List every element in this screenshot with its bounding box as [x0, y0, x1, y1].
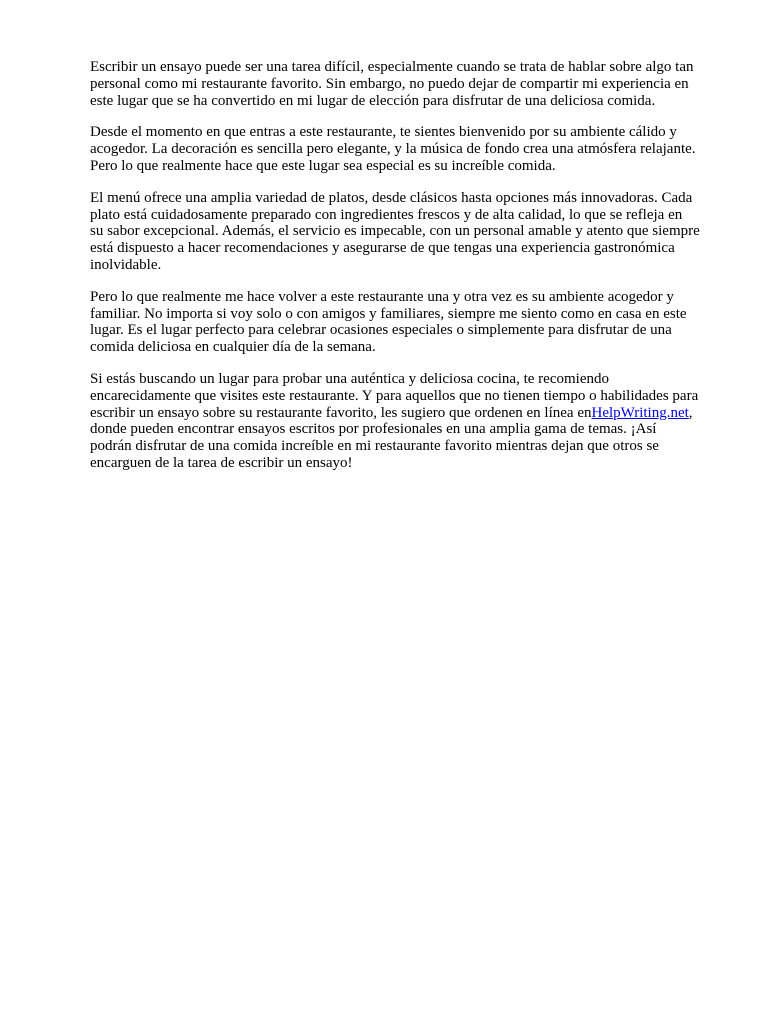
link-trailing-text: ,	[688, 404, 693, 421]
text-line: inolvidable.	[90, 256, 162, 273]
text-line: Si estás buscando un lugar para probar una auténtica y deliciosa cocina, te recomiendo	[90, 370, 609, 387]
text-line: su sabor excepcional. Además, el servicio es impecable, con un personal amable y atento que siempre	[90, 223, 700, 240]
text-line: lugar. Es el lugar perfecto para celebrar ocasiones especiales o simplemente para disfrutar de una	[90, 322, 672, 339]
text-line: encarecidamente que visites este restaurante. Y para aquellos que no tienen tiempo o habilidades para	[90, 387, 699, 404]
paragraph-intro	[90, 59, 730, 109]
link-preceding-text: escribir un ensayo sobre su restaurante favorito, les sugiero que ordenen en línea en	[90, 404, 592, 421]
text-line: plato está cuidadosamente preparado con ingredientes frescos y de alta calidad, lo que se refleja en	[90, 206, 683, 223]
paragraph-menu	[90, 190, 730, 274]
text-line-with-link	[90, 405, 730, 422]
text-line: familiar. No importa si voy solo o con amigos y familiares, siempre me siento como en casa en este	[90, 305, 687, 322]
text-line: personal como mi restaurante favorito. Sin embargo, no puedo dejar de compartir mi experiencia en	[90, 75, 689, 92]
paragraph-recomendacion	[90, 371, 730, 472]
text-line: Desde el momento en que entras a este restaurante, te sientes bienvenido por su ambiente cálido y	[90, 124, 677, 141]
text-line: acogedor. La decoración es sencilla pero elegante, y la música de fondo crea una atmósfera relajante.	[90, 141, 696, 158]
text-line: Pero lo que realmente me hace volver a este restaurante una y otra vez es su ambiente acogedor y	[90, 288, 674, 305]
text-line: este lugar que se ha convertido en mi lugar de elección para disfrutar de una deliciosa comida.	[90, 92, 656, 109]
text-line: comida deliciosa en cualquier día de la semana.	[90, 339, 376, 356]
text-line: Pero lo que realmente hace que este lugar sea especial es su increíble comida.	[90, 157, 556, 174]
text-line: está dispuesto a hacer recomendaciones y asegurarse de que tengas una experiencia gastronómica	[90, 240, 675, 257]
text-line: podrán disfrutar de una comida increíble en mi restaurante favorito mientras dejan que otros se	[90, 438, 659, 455]
text-line: El menú ofrece una amplia variedad de platos, desde clásicos hasta opciones más innovadoras. Cada	[90, 189, 693, 206]
text-line: encarguen de la tarea de escribir un ensayo!	[90, 454, 353, 471]
paragraph-familiar	[90, 289, 730, 356]
text-line: Escribir un ensayo puede ser una tarea difícil, especialmente cuando se trata de hablar sobre algo tan	[90, 59, 694, 75]
text-line: donde pueden encontrar ensayos escritos por profesionales en una amplia gama de temas. ¡Así	[90, 421, 657, 438]
helpwriting-link[interactable]: HelpWriting.net	[591, 404, 689, 421]
document-body	[90, 59, 730, 487]
paragraph-ambiente	[90, 124, 730, 174]
